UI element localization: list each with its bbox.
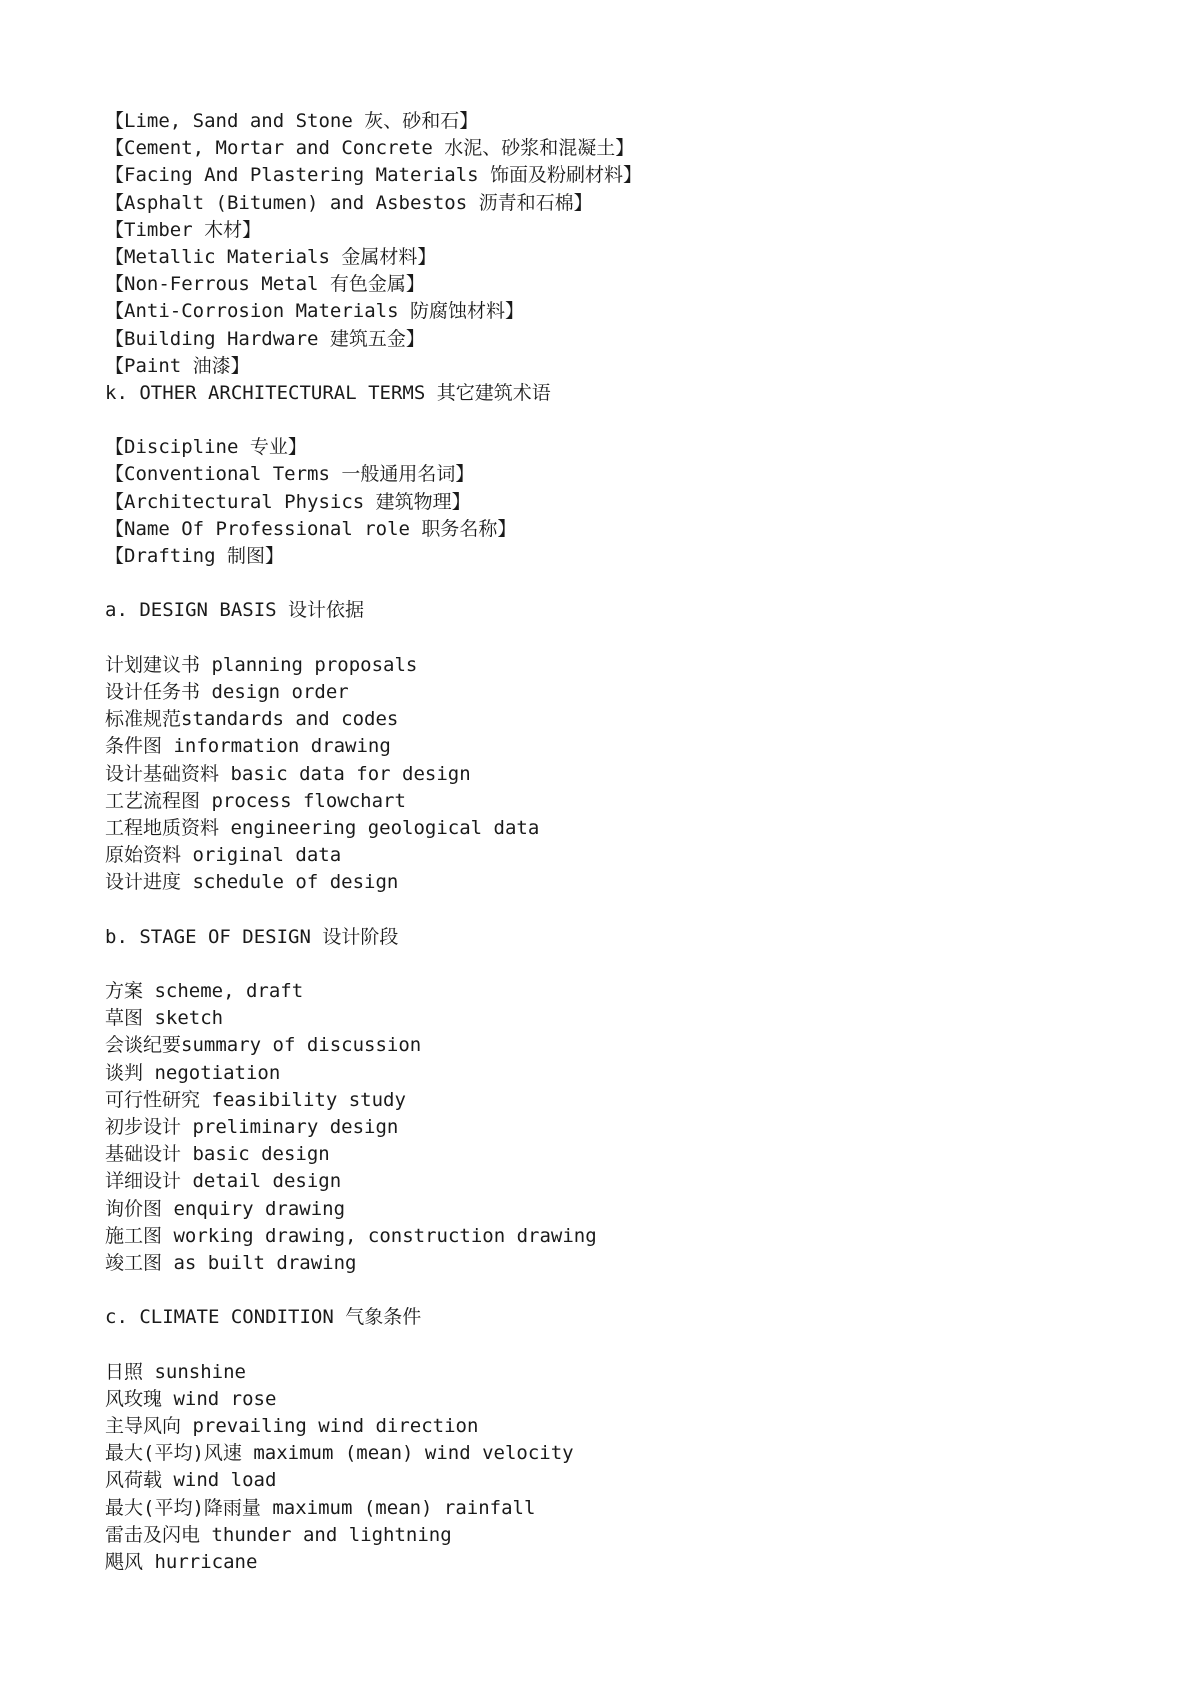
list-item: 【Drafting 制图】 (105, 545, 284, 567)
list-item: 会谈纪要summary of discussion (105, 1034, 422, 1057)
list-item: 谈判 negotiation (105, 1061, 281, 1084)
list-item: 设计基础资料 basic data for design (105, 762, 471, 785)
list-item: 设计进度 schedule of design (105, 871, 399, 894)
list-item: 飓风 hurricane (105, 1550, 258, 1573)
section-a (105, 597, 1105, 896)
list-item: 草图 sketch (105, 1007, 224, 1030)
list-item: 【Discipline 专业】 (105, 436, 307, 459)
materials-list (105, 108, 1105, 380)
section-heading: k. OTHER ARCHITECTURAL TERMS 其它建筑术语 (105, 381, 551, 404)
list-item: 【Name Of Professional role 职务名称】 (105, 517, 517, 540)
list-item: 最大(平均)降雨量 maximum (mean) rainfall (105, 1496, 536, 1519)
list-item: 【Non-Ferrous Metal 有色金属】 (105, 273, 425, 296)
list-item: 方案 scheme, draft (105, 980, 304, 1002)
list-item: 【Lime, Sand and Stone 灰、砂和石】 (105, 110, 479, 132)
list-item: 雷击及闪电 thunder and lightning (105, 1523, 452, 1546)
section-heading: a. DESIGN BASIS 设计依据 (105, 599, 365, 622)
list-item: 竣工图 as built drawing (105, 1251, 357, 1274)
blank-line (105, 896, 1105, 923)
list-item: 【Cement, Mortar and Concrete 水泥、砂浆和混凝土】 (105, 137, 635, 160)
list-item: 可行性研究 feasibility study (105, 1088, 406, 1111)
list-item: 原始资料 original data (105, 844, 342, 867)
list-item: 【Metallic Materials 金属材料】 (105, 245, 437, 268)
list-item: 基础设计 basic design (105, 1143, 330, 1166)
list-item: 【Timber 木材】 (105, 218, 262, 241)
list-item: 详细设计 detail design (105, 1170, 342, 1193)
list-item: 计划建议书 planning proposals (105, 653, 418, 676)
list-item: 标准规范standards and codes (105, 708, 399, 731)
list-item: 询价图 enquiry drawing (105, 1197, 346, 1220)
list-item: 工艺流程图 process flowchart (105, 789, 406, 812)
blank-line (105, 1277, 1105, 1304)
list-item: 【Anti-Corrosion Materials 防腐蚀材料】 (105, 300, 524, 323)
list-item: 初步设计 preliminary design (105, 1115, 399, 1138)
list-item: 【Architectural Physics 建筑物理】 (105, 490, 471, 513)
list-item: 施工图 working drawing, construction drawing (105, 1224, 597, 1247)
list-item: 主导风向 prevailing wind direction (105, 1415, 479, 1437)
list-item: 条件图 information drawing (105, 735, 391, 758)
list-item: 【Conventional Terms 一般通用名词】 (105, 463, 475, 486)
list-item: 【Asphalt (Bitumen) and Asbestos 沥青和石棉】 (105, 191, 593, 214)
list-item: 【Facing And Plastering Materials 饰面及粉刷材料】 (105, 164, 643, 187)
list-item: 【Paint 油漆】 (105, 354, 250, 377)
section-heading: c. CLIMATE CONDITION 气象条件 (105, 1306, 422, 1329)
blank-line (105, 951, 1105, 978)
list-item: 风玫瑰 wind rose (105, 1387, 277, 1410)
section-heading: b. STAGE OF DESIGN 设计阶段 (105, 925, 399, 948)
blank-line (105, 625, 1105, 652)
section-k (105, 380, 1105, 570)
blank-line (105, 570, 1105, 597)
list-item: 【Building Hardware 建筑五金】 (105, 327, 425, 350)
document-page (105, 108, 1105, 1576)
blank-line (105, 407, 1105, 434)
section-c (105, 1304, 1105, 1576)
list-item: 日照 sunshine (105, 1360, 246, 1383)
section-b (105, 924, 1105, 1277)
blank-line (105, 1331, 1105, 1358)
list-item: 最大(平均)风速 maximum (mean) wind velocity (105, 1442, 574, 1465)
list-item: 设计任务书 design order (105, 680, 349, 703)
list-item: 风荷载 wind load (105, 1469, 277, 1492)
list-item: 工程地质资料 engineering geological data (105, 816, 540, 839)
